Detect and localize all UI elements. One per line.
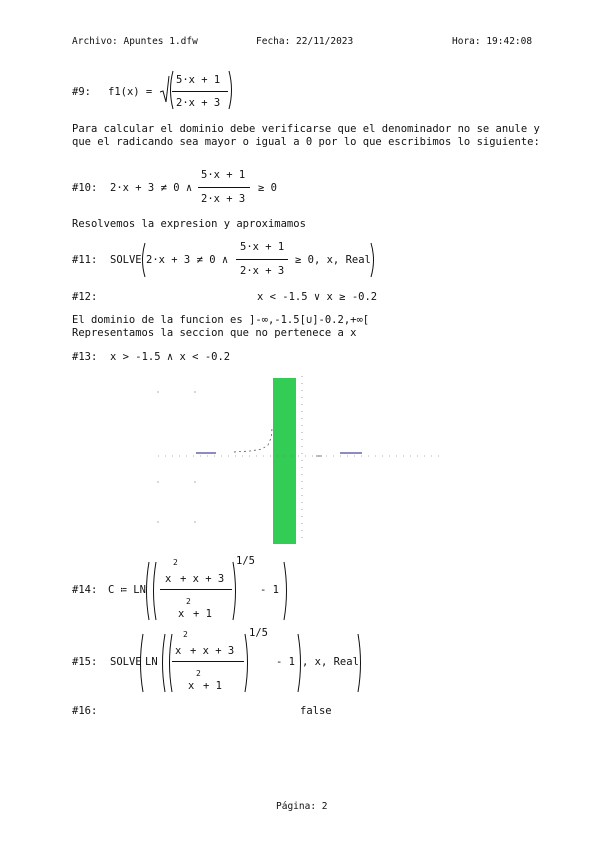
- paren-right: [228, 70, 234, 110]
- power: 1/5: [236, 555, 255, 567]
- paren-left-inner: [151, 561, 157, 621]
- num-base: x: [175, 645, 182, 657]
- expr-16-label: #16:: [72, 705, 98, 717]
- paren-left-solve: [138, 633, 144, 693]
- den-rest: + 1: [193, 608, 212, 620]
- expr-lhs: f1(x) =: [108, 86, 153, 98]
- num-exponent: 2: [183, 630, 188, 639]
- fraction-bar: [160, 589, 232, 590]
- den-exponent: 2: [186, 597, 191, 606]
- expr-left: 2·x + 3 ≠ 0 ∧: [110, 182, 193, 194]
- grid-dot: [157, 391, 158, 392]
- paren-left-inner: [167, 633, 173, 693]
- expr-label: #15:: [72, 656, 98, 668]
- num-base: x: [165, 573, 172, 585]
- den-rest: + 1: [203, 680, 222, 692]
- paren-left-outer: [160, 633, 166, 693]
- tail: - 1: [260, 584, 279, 596]
- fraction-bar: [236, 259, 288, 260]
- solve-args: , x, Real: [302, 656, 359, 668]
- num-rest: + x + 3: [190, 645, 235, 657]
- paren-left: [168, 70, 174, 110]
- paren-left-outer: [144, 561, 150, 621]
- expr-12-result: x < -1.5 ∨ x ≥ -0.2: [257, 291, 378, 303]
- fraction-bar: [172, 91, 228, 92]
- den-exponent: 2: [196, 669, 201, 678]
- fraction-numerator: 5·x + 1: [176, 74, 221, 86]
- power: 1/5: [249, 627, 268, 639]
- expr-right: ≥ 0, x, Real: [295, 254, 371, 266]
- region-plot: [150, 372, 450, 548]
- expr-label: #9:: [72, 86, 91, 98]
- tail: - 1: [276, 656, 295, 668]
- expr-12-label: #12:: [72, 291, 98, 303]
- den-base: x: [178, 608, 185, 620]
- expr-label: #14:: [72, 584, 98, 596]
- fraction-denominator: 2·x + 3: [176, 97, 221, 109]
- expr-left: 2·x + 3 ≠ 0 ∧: [146, 254, 229, 266]
- paren-right-inner: [232, 561, 238, 621]
- paragraph-resolve: Resolvemos la expresion y aproximamos: [72, 218, 306, 230]
- curve-segment: [234, 429, 272, 452]
- expr-lhs: C ≔ LN: [108, 584, 146, 596]
- paren-right-outer: [283, 561, 289, 621]
- solve-function: SOLVE: [110, 656, 142, 668]
- paren-right-solve: [357, 633, 363, 693]
- ln-function: LN: [145, 656, 158, 668]
- expr-13-label: #13:: [72, 351, 98, 363]
- num-exponent: 2: [173, 558, 178, 567]
- grid-dot: [194, 391, 195, 392]
- paragraph-represent: Representamos la seccion que no pertenece a x: [72, 327, 357, 339]
- expr-16-result: false: [300, 705, 332, 717]
- fraction-numerator: 5·x + 1: [201, 169, 246, 181]
- grid-dot: [157, 481, 158, 482]
- shaded-region: [273, 378, 296, 544]
- fraction-numerator: 5·x + 1: [240, 241, 285, 253]
- fraction-bar: [172, 661, 244, 662]
- paren-right-inner: [244, 633, 250, 693]
- expr-label: #11:: [72, 254, 98, 266]
- solve-function: SOLVE: [110, 254, 142, 266]
- expr-right: ≥ 0: [258, 182, 277, 194]
- paragraph-domain-explanation: Para calcular el dominio debe verificarse que el denominador no se anule y que el radicando sea mayor o igual a 0 por lo que escribimos lo siguiente:: [72, 123, 540, 148]
- grid-dot: [194, 521, 195, 522]
- page-number: Página: 2: [276, 801, 328, 812]
- header-date: Fecha: 22/11/2023: [256, 36, 354, 47]
- num-rest: + x + 3: [180, 573, 225, 585]
- grid-dot: [157, 521, 158, 522]
- paragraph-domain: El dominio de la funcion es ]-∞,-1.5[∪]-0.2,+∞[: [72, 314, 370, 326]
- paren-right: [370, 242, 376, 278]
- fraction-denominator: 2·x + 3: [240, 265, 285, 277]
- header-time: Hora: 19:42:08: [452, 36, 533, 47]
- fraction-denominator: 2·x + 3: [201, 193, 246, 205]
- expr-13-body: x > -1.5 ∧ x < -0.2: [110, 351, 231, 363]
- header-filename: Archivo: Apuntes 1.dfw: [72, 36, 198, 47]
- fraction-bar: [198, 187, 250, 188]
- den-base: x: [188, 680, 195, 692]
- grid-dot: [194, 481, 195, 482]
- expr-label: #10:: [72, 182, 98, 194]
